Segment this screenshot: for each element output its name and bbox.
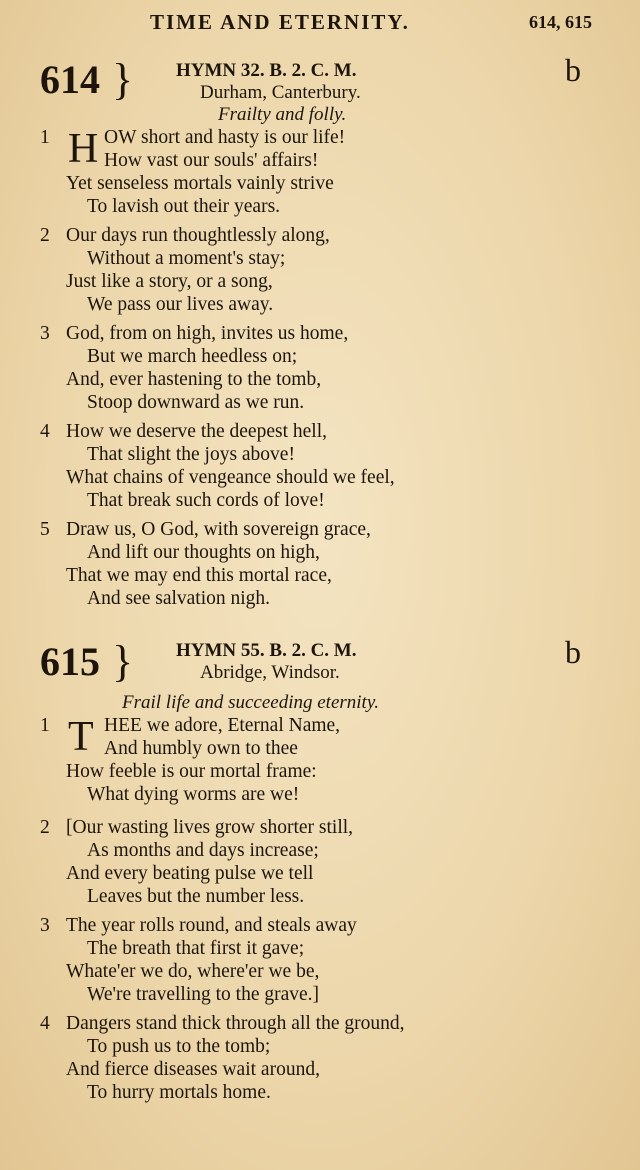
verse-line: Without a moment's stay; xyxy=(87,248,286,269)
verse-line: Dangers stand thick through all the ground, xyxy=(66,1013,405,1034)
stanza xyxy=(40,816,620,908)
verse-line: Our days run thoughtlessly along, xyxy=(66,225,330,246)
hymn-subject: Frailty and folly. xyxy=(218,104,347,125)
verse-number: 2 xyxy=(40,817,50,838)
verse-line: That break such cords of love! xyxy=(87,490,325,511)
drop-cap: H xyxy=(68,126,99,172)
verse-line: Leaves but the number less. xyxy=(87,886,305,907)
verse-line: We're travelling to the grave.] xyxy=(87,984,320,1005)
tune-names: Abridge, Windsor. xyxy=(200,662,340,683)
verse-line: How we deserve the deepest hell, xyxy=(66,421,327,442)
hymn-meta: HYMN 55. B. 2. C. M. xyxy=(176,640,357,661)
verse-line: Whate'er we do, where'er we be, xyxy=(66,961,320,982)
verse-line: How vast our souls' affairs! xyxy=(104,150,319,171)
hymn-number: 615 xyxy=(40,639,100,684)
verse-line: To push us to the tomb; xyxy=(87,1036,271,1057)
verse-line: And humbly own to thee xyxy=(104,738,298,759)
verse-line: Stoop downward as we run. xyxy=(87,392,305,413)
verse-line: But we march heedless on; xyxy=(87,346,298,367)
verse-line: That we may end this mortal race, xyxy=(66,565,332,586)
verse-number: 4 xyxy=(40,421,50,442)
verse-line: We pass our lives away. xyxy=(87,294,274,315)
brace: } xyxy=(112,55,134,104)
verse-line: And lift our thoughts on high, xyxy=(87,542,320,563)
tune-names: Durham, Canterbury. xyxy=(200,82,361,103)
verse-line: And every beating pulse we tell xyxy=(66,863,314,884)
page-numbers: 614, 615 xyxy=(529,12,592,32)
stanza xyxy=(40,420,620,512)
verse-number: 4 xyxy=(40,1013,50,1034)
verse-line: And, ever hastening to the tomb, xyxy=(66,369,322,390)
running-header-title: TIME AND ETERNITY. xyxy=(150,10,410,34)
verse-line: That slight the joys above! xyxy=(87,444,295,465)
hymn-number: 614 xyxy=(40,57,100,102)
verse-number: 2 xyxy=(40,225,50,246)
stanza xyxy=(40,914,620,1006)
stanza xyxy=(40,322,620,414)
verse-number: 5 xyxy=(40,519,50,540)
drop-cap: T xyxy=(68,714,94,760)
hymn-meta: HYMN 32. B. 2. C. M. xyxy=(176,60,357,81)
verse-line: HEE we adore, Eternal Name, xyxy=(104,715,341,736)
verse-line: The year rolls round, and steals away xyxy=(66,915,357,936)
verse-line: OW short and hasty is our life! xyxy=(104,127,346,148)
stanza xyxy=(40,714,620,806)
verse-number: 1 xyxy=(40,715,50,736)
verse-line: As months and days increase; xyxy=(87,840,319,861)
verse-line: What chains of vengeance should we feel, xyxy=(66,467,395,488)
stanza xyxy=(40,1012,620,1104)
stanza xyxy=(40,224,620,316)
verse-line: To hurry mortals home. xyxy=(87,1082,271,1103)
brace: } xyxy=(112,637,134,686)
stanza xyxy=(40,518,620,610)
verse-line: Yet senseless mortals vainly strive xyxy=(66,173,334,194)
verse-line: And see salvation nigh. xyxy=(87,588,271,609)
verse-line: God, from on high, invites us home, xyxy=(66,323,349,344)
verse-line: Just like a story, or a song, xyxy=(66,271,273,292)
verse-line: What dying worms are we! xyxy=(87,784,300,805)
verse-number: 3 xyxy=(40,323,50,344)
key-signature: b xyxy=(565,634,581,670)
verse-number: 3 xyxy=(40,915,50,936)
hymn-subject: Frail life and succeeding eternity. xyxy=(122,692,379,713)
verse-line: [Our wasting lives grow shorter still, xyxy=(66,817,354,838)
stanza xyxy=(40,126,620,218)
verse-line: And fierce diseases wait around, xyxy=(66,1059,320,1080)
key-signature: b xyxy=(565,52,581,88)
verse-line: Draw us, O God, with sovereign grace, xyxy=(66,519,371,540)
verse-number: 1 xyxy=(40,127,50,148)
verse-line: How feeble is our mortal frame: xyxy=(66,761,317,782)
verse-line: To lavish out their years. xyxy=(87,196,281,217)
verse-line: The breath that first it gave; xyxy=(87,938,305,959)
